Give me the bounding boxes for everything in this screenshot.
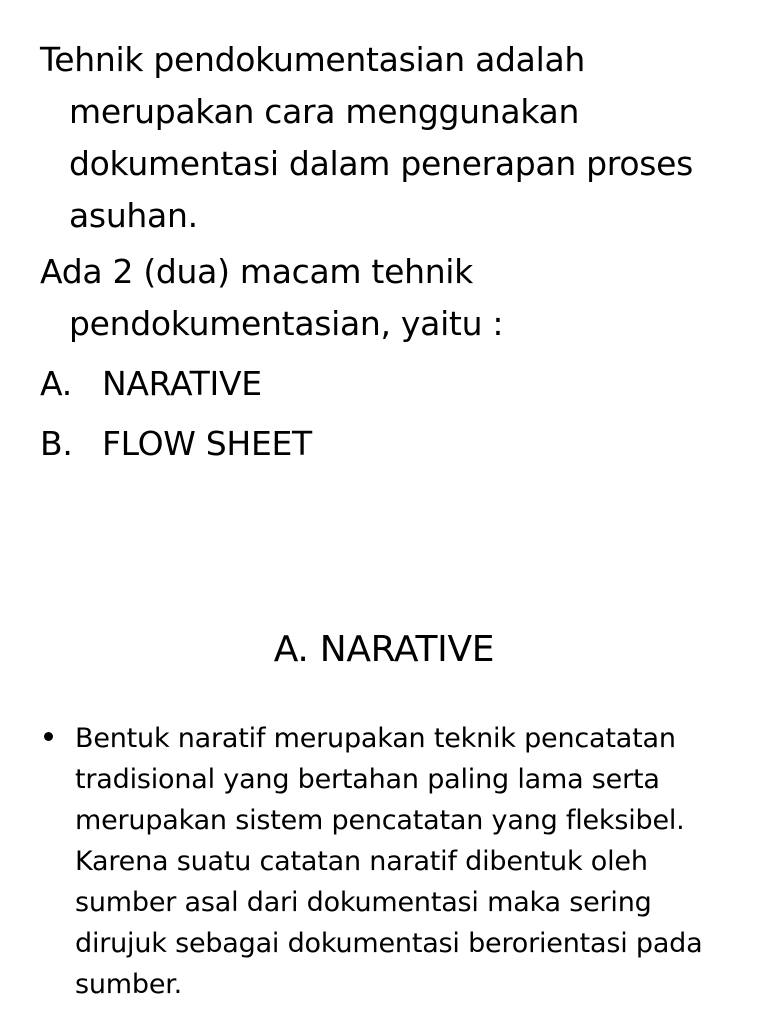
list-item-flow-sheet	[40, 418, 312, 470]
list-item-text: FLOW SHEET	[102, 424, 312, 463]
list-marker: B.	[40, 424, 73, 463]
types-paragraph: Ada 2 (dua) macam tehnik pendokumentasian, yaitu :	[40, 252, 504, 343]
intro-paragraph: Tehnik pendokumentasian adalah merupakan cara menggunakan dokumentasi dalam penerapan proses asuhan.	[40, 40, 694, 235]
list-item-text: NARATIVE	[102, 364, 262, 403]
bullet-dot-icon	[44, 732, 53, 741]
bullet-text: Bentuk naratif merupakan teknik pencatatan tradisional yang bertahan paling lama serta merupakan sistem pencatatan yang fleksibel. Karena suatu catatan naratif dibentuk oleh sumber asal dari dokumentasi maka sering dirujuk sebagai dokumentasi berorientasi pada sumber.	[75, 723, 703, 1000]
list-item-narrative	[40, 358, 262, 410]
slide-title: A. NARATIVE	[273, 629, 495, 670]
list-marker: A.	[40, 364, 72, 403]
